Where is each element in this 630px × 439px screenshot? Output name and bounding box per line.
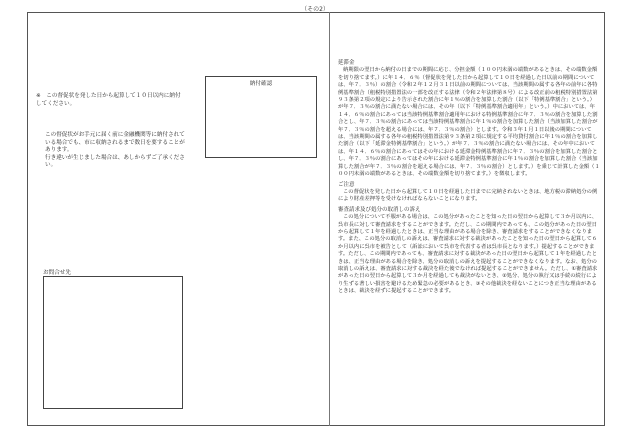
notice-section bbox=[338, 182, 600, 204]
delay-charge-heading: 延滞金 bbox=[338, 60, 355, 66]
notice-heading: ご注意 bbox=[338, 181, 355, 188]
review-text: この処分について不服がある場合は、この処分があったことを知った日の翌日から起算して３か月以内に、呉市長に対して審査請求をすることができます。ただし、この期間内であっても、この処分があった日の翌日から起算して１年を経過したときは、正当な理由がある場合を除き、審査請求をすることができなくなります。また、この処分の取消しの訴えは、審査請求に対する裁決があったことを知った日の翌日から起算して６か月以内に呉市を被告として（訴訟において呉市を代表する者は呉市長となります。）提起することができます。ただし、この期間内であっても、審査請求に対する裁決があった日の翌日から起算して１年を経過したときは、正当な理由がある場合を除き、処分の取消しの訴えを提起することができなくなります。なお、処分の取消しの訴えは、審査請求に対する裁決を経た後でなければ提起することができません。ただし、①審査請求があった日の翌日から起算して３か月を経過しても裁決がないとき、②処分、処分の執行又は手続の続行により生ずる著しい損害を避けるため緊急の必要があるとき、③その他裁決を経ないことにつき正当な理由があるときは、裁決を経ずに提起することができます。 bbox=[338, 214, 598, 295]
contact-label: お問合せ先 bbox=[43, 270, 71, 276]
payment-confirmation-label: 納付確認 bbox=[249, 81, 273, 87]
note-line: この督促状がお手元に届く前に金融機関等に納付されている場合でも、市に収納されるまで数日を要することがあります。 bbox=[45, 132, 185, 153]
payment-timing-note bbox=[45, 132, 190, 170]
review-heading: 審査請求及び処分の取消しの訴え bbox=[338, 206, 421, 213]
page-number-label: （その2） bbox=[301, 6, 329, 13]
delay-charge-text: 納期限の翌日から納付の日までの期間に応じ、分担金額（１００円未満の端数があるときは、その端数金額を切り捨てます。）に年１４．６％（督促状を発した日から起算して１０日を経過した日以前の期間については、年７．３％）の割合（令和２年１２月３１日以前の期間については、当該期間の属する各年の前年に各特例基準割合（租税特別措置法の一部を改正する法律（令和２年法律第８号）による改正前の租税特別措置法第９３条第２項の規定により告示された割合に年１％の割合を加算した割合（以下「特例基準割合」という。）が年７．３％の割合に満たない場合には、その年（以下「特例基準割合適用年」という。）中においては、年１４．６％の割合にあっては当該特例基準割合適用年における特例基準割合に年７．３％の割合を加算した割合とし、年７．３％の割合にあっては当該特例基準割合に年１％の割合を加算した割合（当該加算した割合が年７．３％の割合を超える場合には、年７．３％の割合）とします。令和３年１月１日以後の期間については、当該期間の属する各年の租税特別措置法第９３条第２項に規定する平均貸付割合に年１％の割合を加算した割合（以下「延滞金特例基準割合」という。）が年７．３％の割合に満たない場合には、その年中においては、年１４．６％の割合にあってはその年における延滞金特例基準割合に年７．３％の割合を加算した割合とし、年７．３％の割合にあってはその年における延滞金特例基準割合に年１％の割合を加算した割合（当該加算した割合が年７．３％の割合を超える場合には、年７．３％の割合）とします。）を乗じて計算した金額（１００円未満の端数があるときは、その端数金額を切り捨てます。）を徴収します。 bbox=[338, 67, 600, 178]
delay-charge-section bbox=[338, 60, 600, 179]
center-divider bbox=[329, 12, 330, 426]
notice-text: この督促状を発した日から起算して１０日を経過した日までに完納されないときは、地方税の滞納処分の例により財産差押等を受けなければならないことになります。 bbox=[338, 188, 598, 203]
payment-deadline-note: ※ この督促状を発した日から起算して１０日以内に納付してください。 bbox=[36, 93, 181, 107]
contact-box bbox=[43, 276, 183, 409]
terms-section bbox=[338, 60, 600, 299]
payment-confirmation-box bbox=[205, 76, 317, 158]
review-section bbox=[338, 207, 600, 296]
note-line: 行き違いが生じました場合は、あしからずご了承ください。 bbox=[45, 154, 185, 168]
